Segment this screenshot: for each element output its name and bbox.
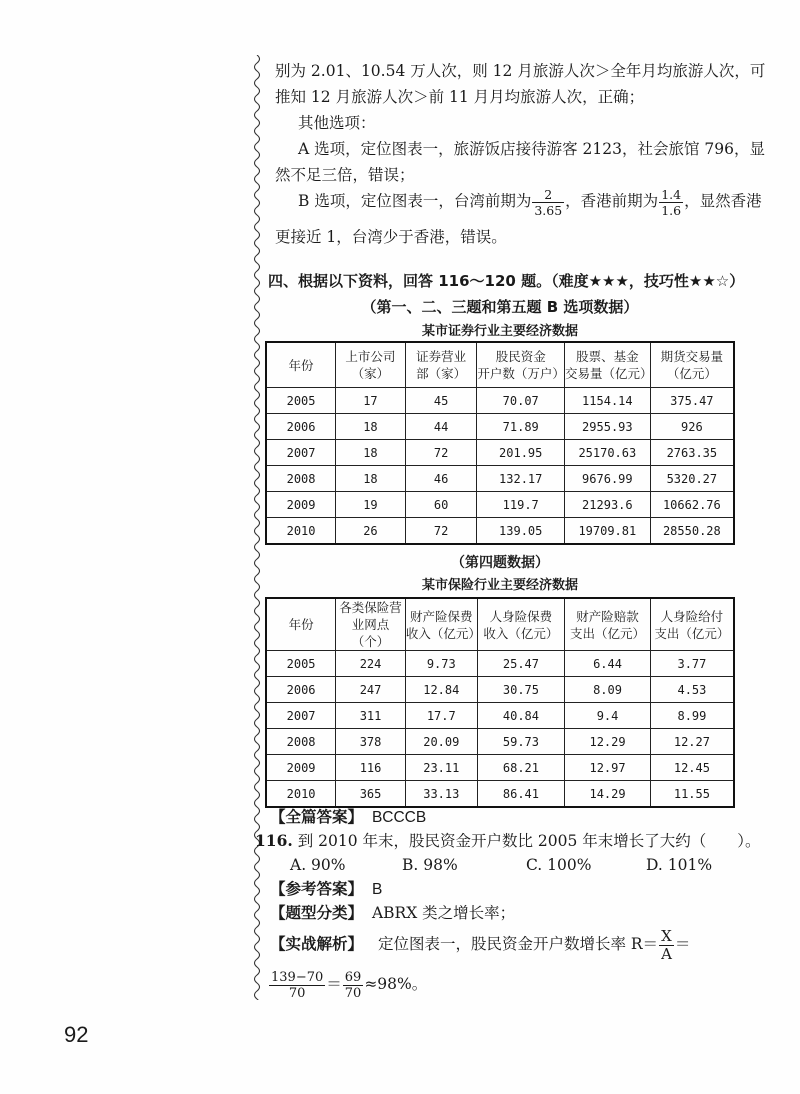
table-cell: 26 <box>336 518 406 545</box>
table-cell: 224 <box>336 651 406 677</box>
fraction: $\frac{69}{70}$ <box>344 969 362 1001</box>
column-header: 人身险保费 收入（亿元） <box>477 598 565 651</box>
table2-title: 某市保险行业主要经济数据 <box>421 578 578 593</box>
section-title: 四、根据以下资料，回答 116～120 题。（难度★★★，技巧性★★☆） <box>268 272 745 290</box>
table-cell: 10662.76 <box>650 492 734 518</box>
column-header: 年份 <box>266 342 336 388</box>
table-cell: 116 <box>336 755 406 781</box>
table-row <box>266 466 734 492</box>
table-cell: 119.7 <box>477 492 565 518</box>
table-cell: 18 <box>336 440 406 466</box>
table-cell: 59.73 <box>477 729 565 755</box>
table-cell: 25.47 <box>477 651 565 677</box>
table-cell: 2007 <box>266 703 336 729</box>
table-cell: 2005 <box>266 388 336 414</box>
table-row <box>266 755 734 781</box>
analysis-text: 定位图表一，股民资金开户数增长率 R＝ <box>377 935 659 953</box>
table-cell: 12.97 <box>565 755 651 781</box>
table-cell: 2006 <box>266 414 336 440</box>
column-header: 人身险给付 支出（亿元） <box>650 598 734 651</box>
section-subtitle: （第一、二、三题和第五题 B 选项数据） <box>361 298 639 316</box>
column-header: 期货交易量 （亿元） <box>650 342 734 388</box>
table-cell: 139.05 <box>477 518 565 545</box>
table-cell: 86.41 <box>477 781 565 808</box>
table-cell: 19 <box>336 492 406 518</box>
table-row <box>266 414 734 440</box>
table-cell: 8.99 <box>650 703 734 729</box>
option-b-line <box>298 184 762 218</box>
option-a: A. 90% <box>290 856 346 874</box>
table-cell: 2005 <box>266 651 336 677</box>
full-answer-label: 【全篇答案】 <box>270 807 364 826</box>
table-cell: 20.09 <box>405 729 477 755</box>
column-header: 财产险保费 收入（亿元） <box>405 598 477 651</box>
column-header: 财产险赔款 支出（亿元） <box>565 598 651 651</box>
table-cell: 2010 <box>266 781 336 808</box>
table-cell: 2009 <box>266 492 336 518</box>
table-row <box>266 492 734 518</box>
table-cell: 12.27 <box>650 729 734 755</box>
table-cell: 2010 <box>266 518 336 545</box>
table-cell: 1154.14 <box>564 388 650 414</box>
table-cell: 247 <box>336 677 406 703</box>
fraction: $\frac{2}{3.65}$ <box>534 186 563 218</box>
table-cell: 132.17 <box>477 466 565 492</box>
table-cell: 44 <box>405 414 477 440</box>
table-cell: 46 <box>405 466 477 492</box>
table-cell: 68.21 <box>477 755 565 781</box>
table-cell: 2763.35 <box>650 440 734 466</box>
fraction: $\frac{X}{A}$ <box>661 926 672 963</box>
reference-answer-row <box>270 878 382 901</box>
full-answer-row <box>270 806 426 829</box>
table-cell: 18 <box>336 414 406 440</box>
question-type-label: 【题型分类】 <box>270 903 364 922</box>
table-cell: 12.84 <box>405 677 477 703</box>
question-type-value: ABRX 类之增长率； <box>371 904 516 922</box>
wavy-margin-line <box>250 55 264 1000</box>
other-options-label: 其他选项： <box>298 114 376 132</box>
table-cell: 5320.27 <box>650 466 734 492</box>
column-header: 年份 <box>266 598 336 651</box>
option-b-text: B 选项，定位图表一，台湾前期为 <box>298 192 532 210</box>
option-b: B. 98% <box>402 856 458 874</box>
table-cell: 72 <box>405 440 477 466</box>
table-cell: 45 <box>405 388 477 414</box>
option-b-line: 更接近 1，台湾少于香港，错误。 <box>275 228 507 246</box>
question-type-row <box>270 902 515 924</box>
table-cell: 378 <box>336 729 406 755</box>
table-cell: 19709.81 <box>564 518 650 545</box>
table-cell: 2006 <box>266 677 336 703</box>
option-c: C. 100% <box>526 856 592 874</box>
fraction: $\frac{139-70}{70}$ <box>271 969 324 1001</box>
table-row <box>266 440 734 466</box>
table-cell: 30.75 <box>477 677 565 703</box>
table-row <box>266 518 734 545</box>
paragraph-line: 推知 12 月旅游人次＞前 11 月月均旅游人次，正确； <box>275 88 645 106</box>
table-cell: 3.77 <box>650 651 734 677</box>
table2-subtitle: （第四题数据） <box>451 555 549 571</box>
table-cell: 72 <box>405 518 477 545</box>
table-cell: 926 <box>650 414 734 440</box>
table-cell: 2955.93 <box>564 414 650 440</box>
table-cell: 6.44 <box>565 651 651 677</box>
table-cell: 18 <box>336 466 406 492</box>
insurance-table <box>265 597 735 808</box>
reference-answer-value: B <box>371 881 383 898</box>
answer-options <box>290 854 712 876</box>
table-cell: 12.29 <box>565 729 651 755</box>
page-number: 92 <box>64 1022 89 1047</box>
table-cell: 2008 <box>266 466 336 492</box>
securities-table <box>265 341 735 545</box>
table-cell: 17.7 <box>405 703 477 729</box>
column-header: 证券营业 部（家） <box>405 342 477 388</box>
column-header: 股民资金 开户数（万户） <box>477 342 565 388</box>
table-cell: 375.47 <box>650 388 734 414</box>
table-cell: 9676.99 <box>564 466 650 492</box>
equals-sign: ＝ <box>326 975 342 993</box>
question-number: 116. <box>255 831 293 850</box>
table-cell: 2007 <box>266 440 336 466</box>
table-cell: 21293.6 <box>564 492 650 518</box>
calc-row <box>268 965 427 1003</box>
calc-result: ≈98%。 <box>364 975 428 993</box>
column-header: 股票、基金 交易量（亿元） <box>564 342 650 388</box>
option-b-text: ，显然香港 <box>684 192 762 210</box>
table-cell: 33.13 <box>405 781 477 808</box>
paragraph-line: 别为 2.01、10.54 万人次，则 12 月旅游人次＞全年月均旅游人次，可 <box>275 62 766 80</box>
table-cell: 17 <box>336 388 406 414</box>
table-cell: 9.4 <box>565 703 651 729</box>
table-cell: 40.84 <box>477 703 565 729</box>
table-cell: 23.11 <box>405 755 477 781</box>
question-text: 到 2010 年末，股民资金开户数比 2005 年末增长了大约（ ）。 <box>297 832 761 850</box>
column-header: 各类保险营 业网点（个） <box>336 598 406 651</box>
table-cell: 2009 <box>266 755 336 781</box>
table-cell: 70.07 <box>477 388 565 414</box>
table-row <box>266 729 734 755</box>
analysis-label: 【实战解析】 <box>270 934 364 953</box>
table-cell: 71.89 <box>477 414 565 440</box>
option-b-text: ，香港前期为 <box>565 192 659 210</box>
table1-title: 某市证券行业主要经济数据 <box>421 324 578 339</box>
table-cell: 311 <box>336 703 406 729</box>
table-cell: 9.73 <box>405 651 477 677</box>
column-header: 上市公司 （家） <box>336 342 406 388</box>
table-cell: 201.95 <box>477 440 565 466</box>
table-cell: 365 <box>336 781 406 808</box>
table-row <box>266 781 734 808</box>
table-cell: 60 <box>405 492 477 518</box>
table-cell: 12.45 <box>650 755 734 781</box>
option-a-line: A 选项，定位图表一，旅游饭店接待游客 2123，社会旅馆 796，显 <box>298 140 766 158</box>
table-cell: 2008 <box>266 729 336 755</box>
table-cell: 8.09 <box>565 677 651 703</box>
analysis-row <box>270 925 690 963</box>
table-cell: 25170.63 <box>564 440 650 466</box>
table-row <box>266 677 734 703</box>
option-d: D. 101% <box>646 856 713 874</box>
equals-sign: ＝ <box>674 935 691 953</box>
option-a-line: 然不足三倍，错误； <box>275 166 415 184</box>
table-cell: 11.55 <box>650 781 734 808</box>
table-cell: 4.53 <box>650 677 734 703</box>
table-row <box>266 651 734 677</box>
table-row <box>266 703 734 729</box>
table-cell: 14.29 <box>565 781 651 808</box>
table-row <box>266 388 734 414</box>
full-answer-value: BCCCB <box>371 809 427 826</box>
fraction: $\frac{1.4}{1.6}$ <box>661 186 682 218</box>
question-116 <box>255 830 761 852</box>
table-cell: 28550.28 <box>650 518 734 545</box>
reference-answer-label: 【参考答案】 <box>270 879 364 898</box>
